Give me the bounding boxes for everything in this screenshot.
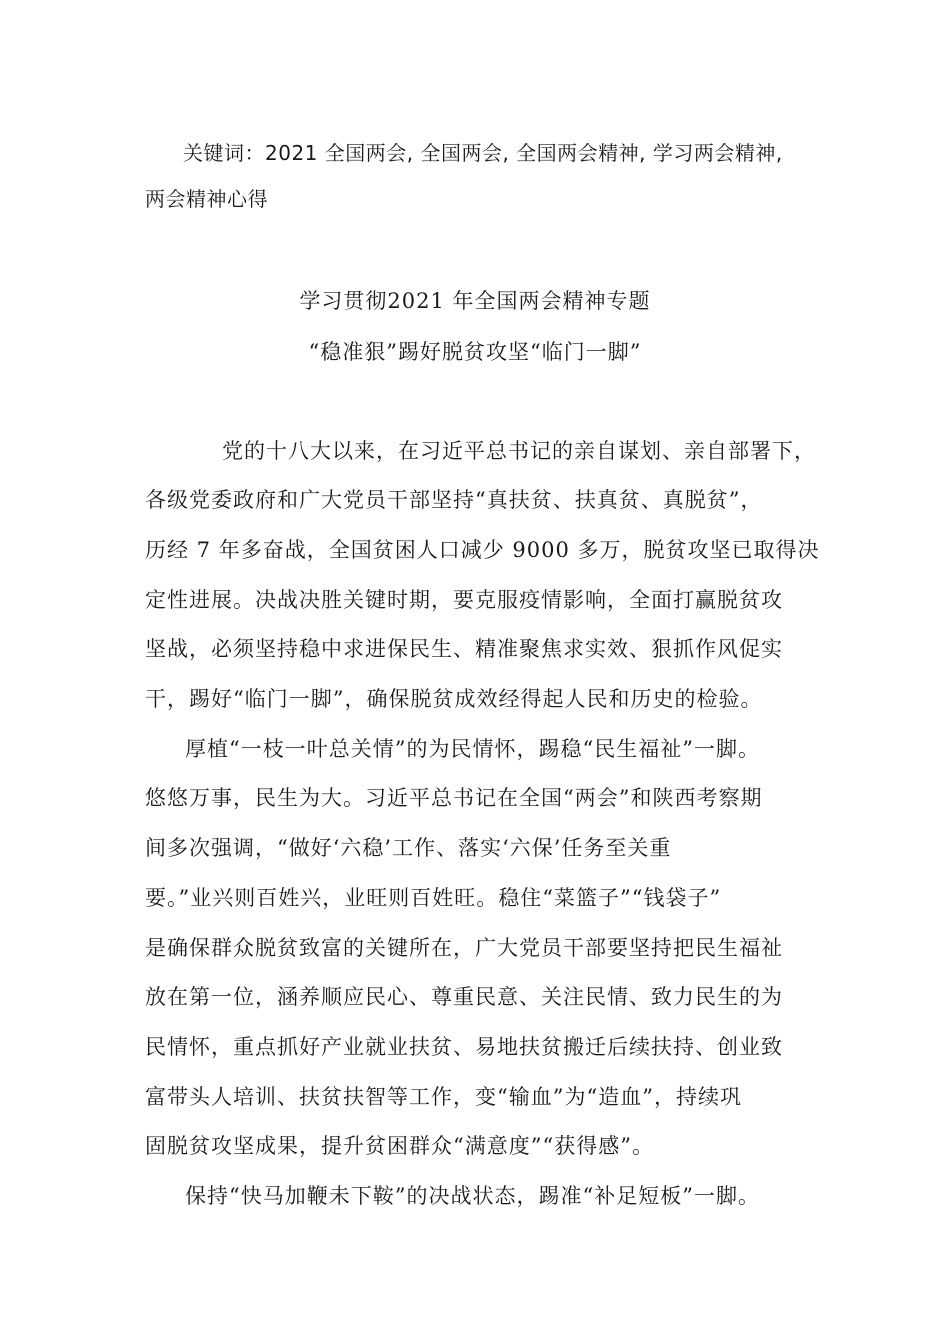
- paragraph-line: 要。”业兴则百姓兴，业旺则百姓旺。稳住“菜篮子”“钱袋子”: [145, 886, 722, 910]
- paragraph-line: 各级党委政府和广大党员干部坚持“真扶贫、扶真贫、真脱贫”，: [145, 488, 763, 512]
- paragraph-line: 坚战，必须坚持稳中求进保民生、精准聚焦求实效、狠抓作风促实: [145, 637, 783, 661]
- paragraph-line: 民情怀，重点抓好产业就业扶贫、易地扶贫搬迁后续扶持、创业致: [145, 1035, 783, 1059]
- paragraph-line: 是确保群众脱贫致富的关键所在，广大党员干部要坚持把民生福祉: [145, 936, 783, 960]
- keywords-line-1: 关键词：2021 全国两会, 全国两会, 全国两会精神, 学习两会精神,: [183, 141, 783, 165]
- paragraph-line: 保持“快马加鞭未下鞍”的决战状态，踢准“补足短板”一脚。: [185, 1184, 760, 1208]
- keywords-line-2: 两会精神心得: [145, 187, 268, 211]
- document-subtitle: “稳准狠”踢好脱贫攻坚“临门一脚”: [308, 340, 642, 364]
- paragraph-line: 干，踢好“临门一脚”，确保脱贫成效经得起人民和历史的检验。: [145, 687, 763, 711]
- paragraph-line: 间多次强调，“做好‘六稳’工作、落实‘六保’任务至关重: [145, 836, 672, 860]
- paragraph-line: 放在第一位，涵养顺应民心、尊重民意、关注民情、致力民生的为: [145, 985, 783, 1009]
- paragraph-line: 历经 7 年多奋战，全国贫困人口减少 9000 多万，脱贫攻坚已取得决: [145, 538, 820, 562]
- paragraph-line: 固脱贫攻坚成果，提升贫困群众“满意度”“获得感”。: [145, 1134, 654, 1158]
- document-title: 学习贯彻2021 年全国两会精神专题: [299, 289, 651, 313]
- paragraph-line: 定性进展。决战决胜关键时期，要克服疫情影响，全面打赢脱贫攻: [145, 588, 783, 612]
- paragraph-line: 党的十八大以来，在习近平总书记的亲自谋划、亲自部署下，: [222, 439, 816, 463]
- paragraph-line: 厚植“一枝一叶总关情”的为民情怀，踢稳“民生福祉”一脚。: [185, 737, 760, 761]
- paragraph-line: 悠悠万事，民生为大。习近平总书记在全国“两会”和陕西考察期: [145, 786, 763, 810]
- paragraph-line: 富带头人培训、扶贫扶智等工作，变“输血”为“造血”，持续巩: [145, 1085, 742, 1109]
